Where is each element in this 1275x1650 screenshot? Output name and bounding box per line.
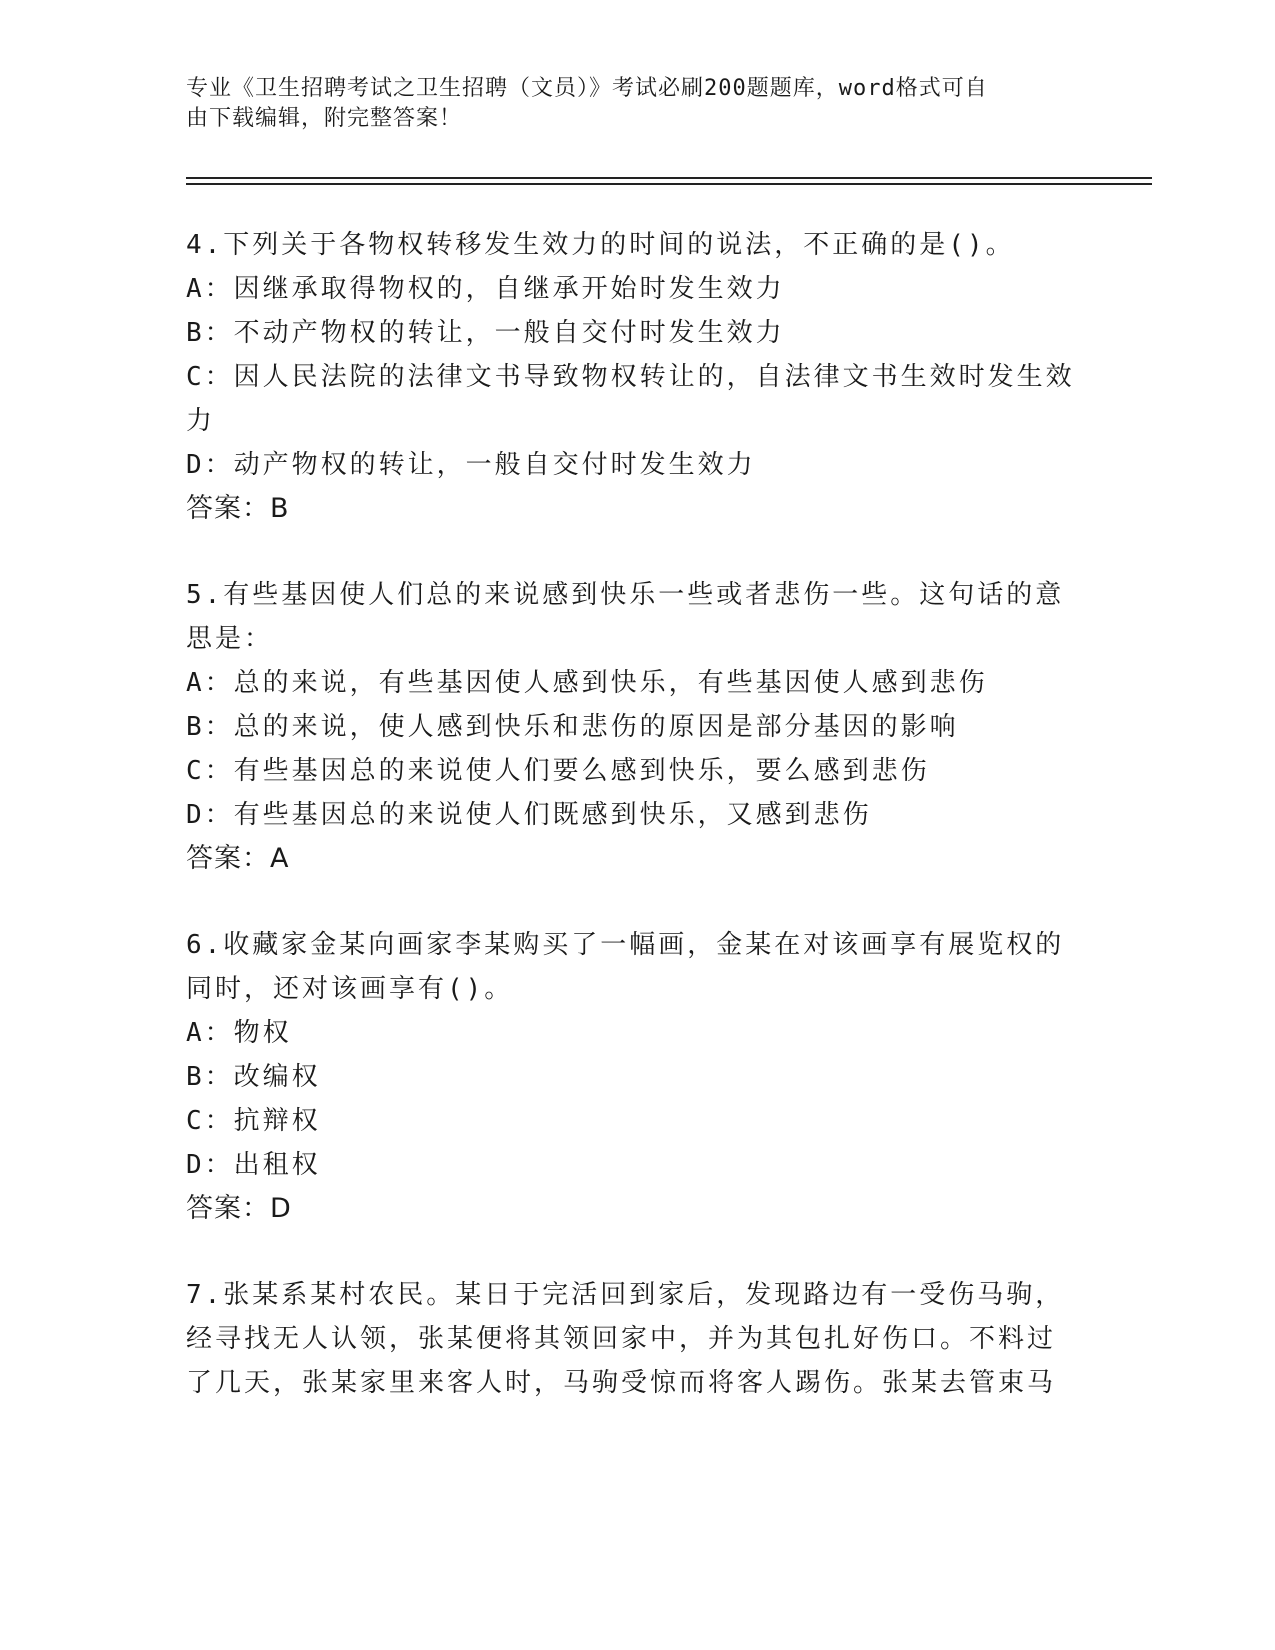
question-6-option-d: D：出租权 — [186, 1150, 321, 1180]
question-5-stem-cont: 思是： — [186, 624, 274, 654]
question-5-option-c: C：有些基因总的来说使人们要么感到快乐，要么感到悲伤 — [186, 756, 930, 786]
question-4-option-b: B：不动产物权的转让，一般自交付时发生效力 — [186, 318, 785, 348]
question-4-option-d: D：动产物权的转让，一般自交付时发生效力 — [186, 450, 756, 480]
question-6-stem: 6.收藏家金某向画家李某购买了一幅画，金某在对该画享有展览权的 — [186, 930, 1065, 960]
header-rule-top — [186, 177, 1152, 179]
question-7-stem-cont-1: 经寻找无人认领，张某便将其领回家中，并为其包扎好伤口。不料过 — [186, 1324, 1057, 1354]
question-4-option-a: A：因继承取得物权的，自继承开始时发生效力 — [186, 274, 785, 304]
question-5-option-a: A：总的来说，有些基因使人感到快乐，有些基因使人感到悲伤 — [186, 668, 988, 698]
header-line-1: 专业《卫生招聘考试之卫生招聘（文员）》考试必刷200题题库，word格式可自 — [186, 76, 988, 101]
question-6-answer: 答案：D — [186, 1193, 292, 1224]
question-5-option-b: B：总的来说，使人感到快乐和悲伤的原因是部分基因的影响 — [186, 712, 959, 742]
header-line-2: 由下载编辑，附完整答案！ — [186, 106, 463, 131]
question-7-stem: 7.张某系某村农民。某日于完活回到家后，发现路边有一受伤马驹， — [186, 1280, 1065, 1310]
question-6-option-c: C：抗辩权 — [186, 1106, 321, 1136]
question-5-option-d: D：有些基因总的来说使人们既感到快乐，又感到悲伤 — [186, 800, 872, 830]
question-6-option-b: B：改编权 — [186, 1062, 321, 1092]
question-7-stem-cont-2: 了几天，张某家里来客人时，马驹受惊而将客人踢伤。张某去管束马 — [186, 1368, 1057, 1398]
question-4-option-c: C：因人民法院的法律文书导致物权转让的，自法律文书生效时发生效 — [186, 362, 1075, 392]
question-5-stem: 5.有些基因使人们总的来说感到快乐一些或者悲伤一些。这句话的意 — [186, 580, 1065, 610]
question-4-stem: 4.下列关于各物权转移发生效力的时间的说法，不正确的是()。 — [186, 230, 1015, 260]
question-6-stem-cont: 同时，还对该画享有()。 — [186, 974, 514, 1004]
question-4-answer: 答案：B — [186, 493, 290, 524]
question-4-option-c-cont: 力 — [186, 406, 216, 436]
question-5-answer: 答案：A — [186, 843, 290, 874]
header-rule-bottom — [186, 183, 1152, 185]
document-header — [186, 74, 1066, 134]
question-6-option-a: A：物权 — [186, 1018, 292, 1048]
